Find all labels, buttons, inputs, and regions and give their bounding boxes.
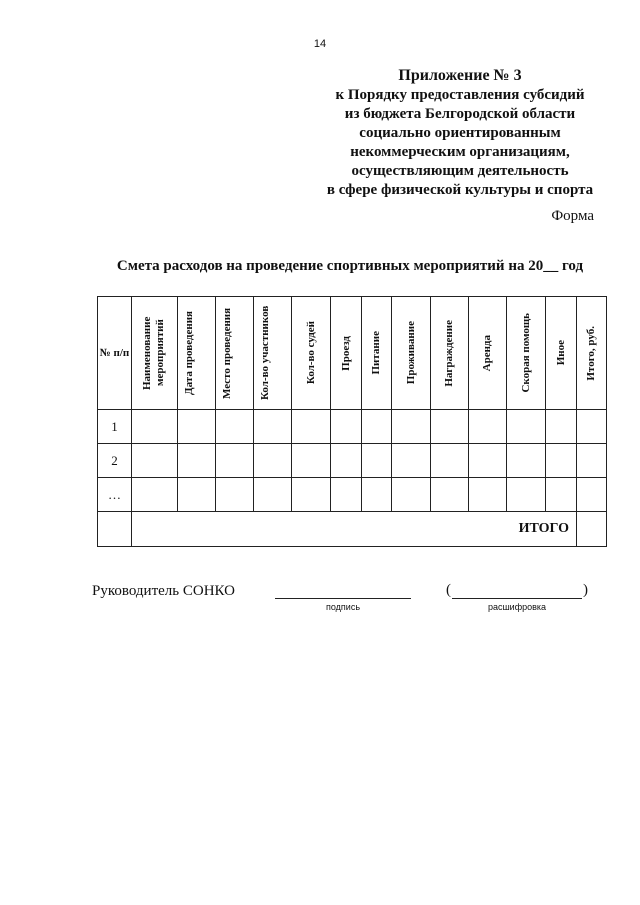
column-header: Проживание xyxy=(404,321,417,385)
row-number: 2 xyxy=(98,444,132,478)
table-cell xyxy=(546,410,577,444)
header-cell xyxy=(546,297,577,410)
header-cell xyxy=(254,297,292,410)
table-cell xyxy=(362,478,392,512)
open-parenthesis: ( xyxy=(446,582,451,598)
table-cell xyxy=(216,410,254,444)
table-cell xyxy=(431,444,469,478)
column-header: Кол-во участников xyxy=(258,305,271,401)
header-cell xyxy=(178,297,216,410)
column-header: Итого, руб. xyxy=(585,325,597,381)
appendix-line: из бюджета Белгородской области xyxy=(344,106,576,122)
row-number: 1 xyxy=(98,410,132,444)
table-cell xyxy=(431,478,469,512)
signature-line xyxy=(275,598,411,599)
column-header: Питание xyxy=(370,331,382,375)
appendix-line: к Порядку предоставления субсидий xyxy=(335,87,585,103)
total-row xyxy=(98,512,607,547)
header-cell xyxy=(132,297,178,410)
table-row xyxy=(98,410,607,444)
table-cell xyxy=(546,444,577,478)
table-row xyxy=(98,444,607,478)
appendix-line: социально ориентированным xyxy=(359,125,561,141)
appendix-line: некоммерческим организациям, xyxy=(350,144,570,160)
table-cell xyxy=(216,444,254,478)
column-header: Скорая помощь xyxy=(519,313,532,393)
close-parenthesis: ) xyxy=(583,582,588,598)
table-cell xyxy=(577,410,607,444)
table-cell xyxy=(469,478,507,512)
column-header: Иное xyxy=(554,340,567,366)
column-header: Место проведения xyxy=(220,307,233,399)
appendix-line: Приложение № 3 xyxy=(398,67,522,84)
table-cell xyxy=(216,478,254,512)
column-header: Дата проведения xyxy=(182,311,195,396)
table-cell xyxy=(546,478,577,512)
header-cell xyxy=(292,297,331,410)
column-header: Награждение xyxy=(443,319,455,387)
header-cell xyxy=(469,297,507,410)
decoding-line xyxy=(452,598,582,599)
table-cell xyxy=(178,478,216,512)
form-label: Форма xyxy=(551,208,594,224)
header-cell xyxy=(507,297,546,410)
header-cell xyxy=(431,297,469,410)
column-header: Наименование мероприятий xyxy=(140,316,166,390)
header-cell xyxy=(331,297,362,410)
page-number: 14 xyxy=(313,38,327,50)
header-number: № п/п xyxy=(99,347,130,359)
decoding-caption: расшифровка xyxy=(487,602,547,612)
appendix-heading xyxy=(310,66,610,200)
header-cell xyxy=(577,297,607,410)
column-header: Проезд xyxy=(339,335,352,371)
table-cell xyxy=(577,478,607,512)
appendix-line: в сфере физической культуры и спорта xyxy=(326,182,594,198)
total-value-cell xyxy=(577,512,607,547)
table-cell xyxy=(292,410,331,444)
column-header: Кол-во судей xyxy=(304,321,317,385)
table-cell xyxy=(331,410,362,444)
table-cell xyxy=(254,444,292,478)
table-cell xyxy=(469,444,507,478)
table-cell xyxy=(577,444,607,478)
table-row xyxy=(98,478,607,512)
table-cell xyxy=(132,444,178,478)
table-cell xyxy=(331,478,362,512)
appendix-line: осуществляющим деятельность xyxy=(351,163,569,179)
table-cell xyxy=(362,410,392,444)
table-header-row xyxy=(98,297,607,410)
table-cell xyxy=(178,444,216,478)
table-cell xyxy=(132,478,178,512)
table-cell xyxy=(178,410,216,444)
table-cell xyxy=(469,410,507,444)
header-cell xyxy=(392,297,431,410)
table-cell xyxy=(98,512,132,547)
table-cell xyxy=(507,444,546,478)
table-cell xyxy=(292,478,331,512)
signature-caption: подпись xyxy=(325,602,361,612)
table-cell xyxy=(392,410,431,444)
table-cell xyxy=(254,478,292,512)
table-cell xyxy=(431,410,469,444)
total-label: ИТОГО xyxy=(132,512,577,547)
table-cell xyxy=(392,444,431,478)
header-cell xyxy=(216,297,254,410)
row-number: … xyxy=(98,478,132,512)
table-cell xyxy=(254,410,292,444)
expense-table xyxy=(97,296,607,547)
column-header: Аренда xyxy=(481,334,493,372)
table-cell xyxy=(132,410,178,444)
header-number-cell xyxy=(98,297,132,410)
table-cell xyxy=(362,444,392,478)
table-cell xyxy=(507,478,546,512)
manager-label: Руководитель СОНКО xyxy=(92,583,235,599)
table-cell xyxy=(292,444,331,478)
table-cell xyxy=(507,410,546,444)
table-cell xyxy=(331,444,362,478)
table-cell xyxy=(392,478,431,512)
header-cell xyxy=(362,297,392,410)
document-title: Смета расходов на проведение спортивных мероприятий на 20__ год xyxy=(116,258,584,274)
